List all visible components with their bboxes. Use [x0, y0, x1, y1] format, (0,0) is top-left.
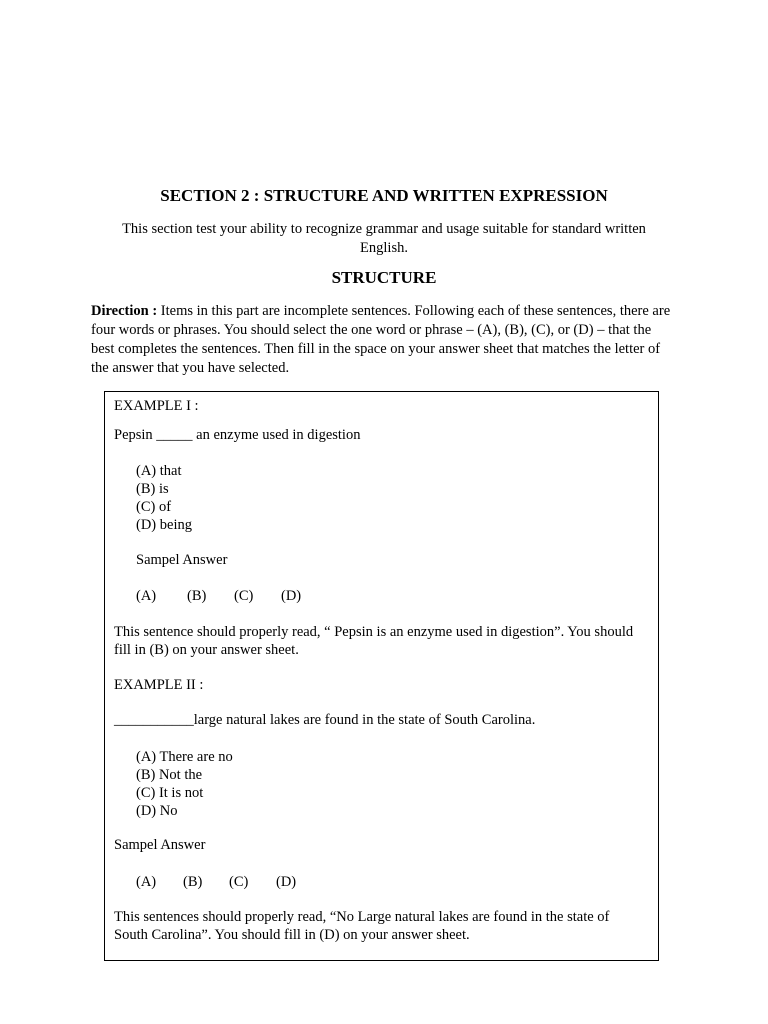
example-2-question: ___________large natural lakes are found in the state of South Carolina. [114, 712, 536, 728]
example-2-heading: EXAMPLE II : [114, 677, 204, 693]
example-2-options [136, 748, 233, 820]
example-2-option-d: (D) No [136, 803, 178, 819]
example-2-explanation: This sentences should properly read, “No Large natural lakes are found in the state of South Carolina”. You should fill in (D) on your answer sheet. [114, 909, 610, 943]
direction-paragraph [91, 302, 677, 378]
example-1-answer-b: (B) [187, 588, 207, 604]
example-1-question: Pepsin _____ an enzyme used in digestion [114, 427, 361, 443]
example-2-answer-row [136, 874, 296, 891]
example-2-option-c: (C) It is not [136, 785, 204, 801]
direction-text: Items in this part are incomplete sentences. Following each of these sentences, there are four words or phrases. You should select the one word or phrase – (A), (B), (C), or (D) – that the best completes the sentences. Then fill in the space on your answer sheet that matches the letter of the answer that you have selected. [91, 303, 671, 376]
structure-heading: STRUCTURE [331, 268, 437, 287]
example-1-sample-label: Sampel Answer [136, 552, 228, 568]
example-1-options [136, 462, 192, 534]
example-1-answer-d: (D) [281, 588, 302, 604]
example-1-option-a: (A) that [136, 463, 182, 479]
example-1-option-d: (D) being [136, 517, 192, 533]
section-intro: This section test your ability to recognize grammar and usage suitable for standard written English. [122, 221, 646, 256]
example-2-option-b: (B) Not the [136, 767, 203, 783]
section-title: SECTION 2 : STRUCTURE AND WRITTEN EXPRESSION [160, 186, 608, 205]
example-1-answer-c: (C) [234, 588, 254, 604]
example-2-answer-b: (B) [183, 874, 203, 890]
direction-label: Direction : [91, 303, 158, 319]
example-2-option-a: (A) There are no [136, 749, 233, 765]
example-1-answer-a: (A) [136, 588, 157, 604]
example-2-sample-label: Sampel Answer [114, 837, 206, 853]
example-1-option-b: (B) is [136, 481, 169, 497]
example-2-answer-d: (D) [276, 874, 297, 890]
example-1-heading: EXAMPLE I : [114, 398, 199, 414]
example-2-answer-a: (A) [136, 874, 157, 890]
example-2-answer-c: (C) [229, 874, 249, 890]
example-1-option-c: (C) of [136, 499, 172, 515]
examples-box [104, 391, 659, 961]
example-1-answer-row [136, 588, 301, 605]
example-1-explanation: This sentence should properly read, “ Pepsin is an enzyme used in digestion”. You should fill in (B) on your answer sheet. [114, 624, 634, 658]
